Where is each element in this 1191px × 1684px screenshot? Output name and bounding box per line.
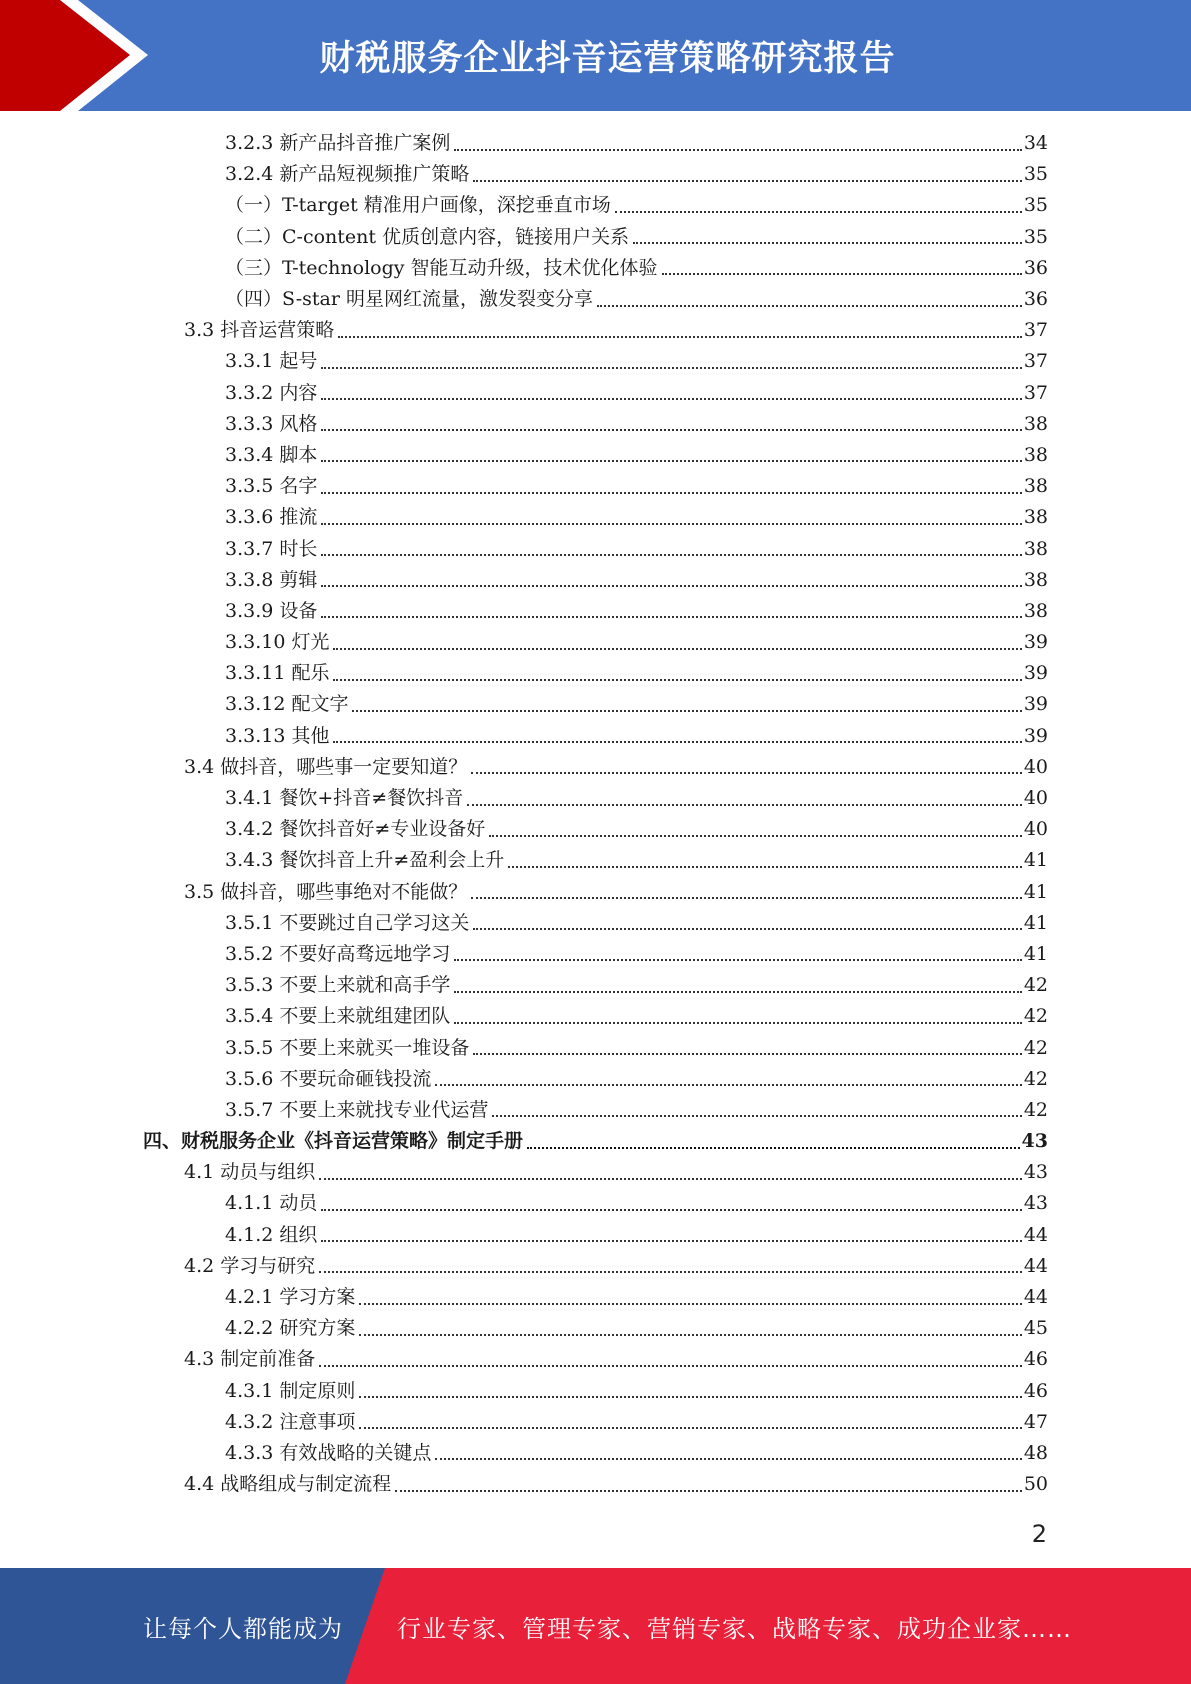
toc-entry-label: 4.2.2 研究方案 bbox=[225, 1317, 356, 1340]
toc-entry-page: 41 bbox=[1023, 942, 1048, 965]
toc-entry[interactable] bbox=[0, 346, 1191, 377]
toc-entry-page: 40 bbox=[1023, 755, 1048, 778]
toc-entry[interactable] bbox=[0, 1032, 1191, 1063]
toc-entry-label: 4.3.2 注意事项 bbox=[225, 1410, 356, 1433]
toc-entry-label: 4.3 制定前准备 bbox=[184, 1348, 316, 1371]
toc-entry-page: 43 bbox=[1023, 1192, 1048, 1215]
toc-leader-dots bbox=[359, 1427, 1021, 1429]
toc-entry-label: 3.4 做抖音，哪些事一定要知道？ bbox=[184, 755, 468, 778]
toc-leader-dots bbox=[454, 991, 1021, 993]
toc-leader-dots bbox=[454, 959, 1021, 961]
toc-leader-dots bbox=[489, 835, 1022, 837]
toc-entry[interactable] bbox=[0, 1064, 1191, 1095]
toc-entry[interactable] bbox=[0, 190, 1191, 221]
toc-entry[interactable] bbox=[0, 1313, 1191, 1344]
toc-leader-dots bbox=[633, 242, 1022, 244]
toc-entry-page: 47 bbox=[1023, 1410, 1048, 1433]
toc-entry-label: 3.5.5 不要上来就买一堆设备 bbox=[225, 1036, 470, 1059]
toc-entry-label: 3.3.3 风格 bbox=[225, 412, 318, 435]
toc-entry[interactable] bbox=[0, 1001, 1191, 1032]
toc-entry[interactable] bbox=[0, 1376, 1191, 1407]
toc-entry-label: 3.3.11 配乐 bbox=[225, 662, 330, 685]
toc-entry[interactable] bbox=[0, 1126, 1191, 1157]
toc-leader-dots bbox=[319, 1271, 1022, 1273]
toc-leader-dots bbox=[471, 897, 1022, 899]
toc-entry[interactable] bbox=[0, 1095, 1191, 1126]
page-number: 2 bbox=[1031, 1520, 1047, 1548]
toc-entry[interactable] bbox=[0, 1407, 1191, 1438]
toc-entry-page: 46 bbox=[1023, 1348, 1048, 1371]
toc-leader-dots bbox=[395, 1490, 1022, 1492]
toc-leader-dots bbox=[321, 492, 1021, 494]
toc-leader-dots bbox=[338, 336, 1022, 338]
toc-entry-page: 48 bbox=[1023, 1441, 1048, 1464]
toc-entry[interactable] bbox=[0, 908, 1191, 939]
toc-entry-page: 38 bbox=[1023, 568, 1048, 591]
toc-leader-dots bbox=[321, 429, 1021, 431]
toc-entry-page: 41 bbox=[1023, 849, 1048, 872]
toc-entry-label: 3.3.9 设备 bbox=[225, 599, 318, 622]
toc-leader-dots bbox=[473, 180, 1021, 182]
toc-leader-dots bbox=[321, 523, 1021, 525]
toc-entry-label: 3.5.1 不要跳过自己学习这关 bbox=[225, 911, 470, 934]
toc-entry-label: 3.5.3 不要上来就和高手学 bbox=[225, 974, 451, 997]
toc-entry-label: 3.3.1 起号 bbox=[225, 350, 318, 373]
toc-leader-dots bbox=[333, 648, 1021, 650]
toc-entry-label: 4.3.1 制定原则 bbox=[225, 1379, 356, 1402]
toc-entry-label: 四、财税服务企业《抖音运营策略》制定手册 bbox=[143, 1130, 524, 1153]
toc-entry-label: 3.3.6 推流 bbox=[225, 506, 318, 529]
toc-entry[interactable] bbox=[0, 939, 1191, 970]
toc-entry[interactable] bbox=[0, 845, 1191, 876]
toc-entry[interactable] bbox=[0, 284, 1191, 315]
toc-leader-dots bbox=[333, 679, 1021, 681]
toc-entry-page: 39 bbox=[1023, 693, 1048, 716]
toc-entry[interactable] bbox=[0, 440, 1191, 471]
toc-entry-label: 3.4.3 餐饮抖音上升≠盈利会上升 bbox=[225, 849, 505, 872]
toc-entry-page: 43 bbox=[1021, 1130, 1048, 1153]
toc-entry[interactable] bbox=[0, 814, 1191, 845]
toc-entry[interactable] bbox=[0, 1251, 1191, 1282]
page-footer bbox=[0, 1568, 1191, 1684]
toc-entry[interactable] bbox=[0, 970, 1191, 1001]
toc-entry-page: 38 bbox=[1023, 537, 1048, 560]
toc-entry-page: 39 bbox=[1023, 662, 1048, 685]
toc-entry[interactable] bbox=[0, 1220, 1191, 1251]
toc-entry-label: 3.3.12 配文字 bbox=[225, 693, 349, 716]
toc-entry-page: 34 bbox=[1023, 132, 1048, 155]
toc-leader-dots bbox=[352, 710, 1021, 712]
toc-entry[interactable] bbox=[0, 783, 1191, 814]
toc-entry[interactable] bbox=[0, 565, 1191, 596]
toc-entry[interactable] bbox=[0, 1282, 1191, 1313]
toc-entry[interactable] bbox=[0, 253, 1191, 284]
toc-entry[interactable] bbox=[0, 159, 1191, 190]
toc-entry-page: 38 bbox=[1023, 443, 1048, 466]
toc-entry[interactable] bbox=[0, 596, 1191, 627]
toc-leader-dots bbox=[333, 741, 1021, 743]
toc-entry[interactable] bbox=[0, 1438, 1191, 1469]
toc-entry[interactable] bbox=[0, 752, 1191, 783]
toc-entry-page: 35 bbox=[1023, 163, 1048, 186]
toc-entry-page: 37 bbox=[1023, 350, 1048, 373]
toc-entry-page: 50 bbox=[1023, 1473, 1048, 1496]
toc-entry-page: 40 bbox=[1023, 787, 1048, 810]
toc-entry-page: 43 bbox=[1023, 1161, 1048, 1184]
toc-entry-page: 36 bbox=[1023, 256, 1048, 279]
toc-entry-label: 3.4.2 餐饮抖音好≠专业设备好 bbox=[225, 818, 486, 841]
toc-entry[interactable] bbox=[0, 222, 1191, 253]
toc-entry[interactable] bbox=[0, 502, 1191, 533]
toc-entry[interactable] bbox=[0, 658, 1191, 689]
toc-entry-label: （三）T-technology 智能互动升级，技术优化体验 bbox=[225, 256, 658, 279]
footer-slogan-left: 让每个人都能成为 bbox=[143, 1614, 343, 1643]
toc-entry[interactable] bbox=[0, 627, 1191, 658]
toc-entry-label: 3.5 做抖音，哪些事绝对不能做？ bbox=[184, 880, 468, 903]
toc-entry-page: 35 bbox=[1023, 225, 1048, 248]
toc-entry-label: 4.1.2 组织 bbox=[225, 1223, 318, 1246]
toc-entry-page: 44 bbox=[1023, 1286, 1048, 1309]
toc-entry-label: 3.3.8 剪辑 bbox=[225, 568, 318, 591]
toc-leader-dots bbox=[321, 1240, 1021, 1242]
toc-leader-dots bbox=[321, 460, 1021, 462]
toc-entry-label: 4.1.1 动员 bbox=[225, 1192, 318, 1215]
toc-entry-page: 38 bbox=[1023, 412, 1048, 435]
toc-entry-label: 3.5.7 不要上来就找专业代运营 bbox=[225, 1098, 489, 1121]
toc-entry[interactable] bbox=[0, 128, 1191, 159]
toc-entry-page: 38 bbox=[1023, 506, 1048, 529]
toc-leader-dots bbox=[435, 1458, 1021, 1460]
toc-leader-dots bbox=[321, 554, 1021, 556]
report-title: 财税服务企业抖音运营策略研究报告 bbox=[319, 38, 896, 79]
toc-entry-page: 46 bbox=[1023, 1379, 1048, 1402]
toc-entry-page: 39 bbox=[1023, 724, 1048, 747]
toc-entry-label: 4.2.1 学习方案 bbox=[225, 1286, 356, 1309]
toc-leader-dots bbox=[319, 1178, 1022, 1180]
toc-leader-dots bbox=[662, 273, 1022, 275]
toc-entry-label: 4.2 学习与研究 bbox=[184, 1254, 316, 1277]
toc-leader-dots bbox=[321, 616, 1021, 618]
toc-entry-page: 40 bbox=[1023, 818, 1048, 841]
toc-leader-dots bbox=[321, 398, 1021, 400]
toc-entry[interactable] bbox=[0, 533, 1191, 564]
toc-entry-page: 41 bbox=[1023, 880, 1048, 903]
page-header bbox=[0, 0, 1191, 111]
footer-slogan-right: 行业专家、管理专家、营销专家、战略专家、成功企业家…… bbox=[397, 1614, 1072, 1643]
toc-entry-page: 38 bbox=[1023, 599, 1048, 622]
toc-entry-label: 3.3.7 时长 bbox=[225, 537, 318, 560]
toc-leader-dots bbox=[359, 1396, 1021, 1398]
toc-leader-dots bbox=[359, 1303, 1021, 1305]
toc-entry[interactable] bbox=[0, 721, 1191, 752]
toc-leader-dots bbox=[454, 149, 1021, 151]
toc-leader-dots bbox=[597, 305, 1022, 307]
toc-entry-page: 41 bbox=[1023, 911, 1048, 934]
toc-entry-label: 3.3.10 灯光 bbox=[225, 631, 330, 654]
toc-entry[interactable] bbox=[0, 1157, 1191, 1188]
toc-entry-label: 4.3.3 有效战略的关键点 bbox=[225, 1441, 432, 1464]
toc-leader-dots bbox=[319, 1365, 1022, 1367]
toc-entry-page: 37 bbox=[1023, 381, 1048, 404]
toc-entry-label: 3.3.4 脚本 bbox=[225, 443, 318, 466]
toc-entry-label: （一）T-target 精准用户画像，深挖垂直市场 bbox=[225, 194, 611, 217]
toc-entry-page: 44 bbox=[1023, 1254, 1048, 1277]
toc-leader-dots bbox=[508, 866, 1022, 868]
toc-entry-label: （四）S-star 明星网红流量，激发裂变分享 bbox=[225, 288, 593, 311]
toc-entry-page: 36 bbox=[1023, 288, 1048, 311]
toc-entry[interactable] bbox=[0, 315, 1191, 346]
toc-entry-label: 3.5.6 不要玩命砸钱投流 bbox=[225, 1067, 432, 1090]
toc-entry[interactable] bbox=[0, 1344, 1191, 1375]
toc-entry-page: 37 bbox=[1023, 319, 1048, 342]
toc-entry-label: 3.5.2 不要好高骛远地学习 bbox=[225, 942, 451, 965]
toc-entry-label: 3.2.4 新产品短视频推广策略 bbox=[225, 163, 470, 186]
toc-leader-dots bbox=[473, 928, 1021, 930]
toc-entry[interactable] bbox=[0, 1188, 1191, 1219]
toc-leader-dots bbox=[321, 1209, 1021, 1211]
toc-entry-label: 3.2.3 新产品抖音推广案例 bbox=[225, 132, 451, 155]
toc-entry[interactable] bbox=[0, 689, 1191, 720]
toc-leader-dots bbox=[435, 1084, 1021, 1086]
toc-entry-page: 39 bbox=[1023, 631, 1048, 654]
toc-leader-dots bbox=[359, 1334, 1021, 1336]
toc-entry[interactable] bbox=[0, 1469, 1191, 1500]
toc-leader-dots bbox=[615, 211, 1022, 213]
toc-entry-label: 4.1 动员与组织 bbox=[184, 1161, 316, 1184]
toc-entry-page: 44 bbox=[1023, 1223, 1048, 1246]
toc-entry-label: 4.4 战略组成与制定流程 bbox=[184, 1473, 392, 1496]
toc-leader-dots bbox=[454, 1022, 1021, 1024]
toc-entry-label: 3.3.2 内容 bbox=[225, 381, 318, 404]
toc-entry-label: （二）C-content 优质创意内容，链接用户关系 bbox=[225, 225, 630, 248]
toc-entry-page: 42 bbox=[1023, 1098, 1048, 1121]
toc-entry-page: 45 bbox=[1023, 1317, 1048, 1340]
toc-entry[interactable] bbox=[0, 409, 1191, 440]
toc-entry[interactable] bbox=[0, 877, 1191, 908]
toc-leader-dots bbox=[321, 585, 1021, 587]
toc-leader-dots bbox=[527, 1147, 1020, 1149]
toc-entry-page: 42 bbox=[1023, 1005, 1048, 1028]
toc-entry-page: 42 bbox=[1023, 974, 1048, 997]
toc-entry-page: 42 bbox=[1023, 1036, 1048, 1059]
toc-entry-label: 3.3.5 名字 bbox=[225, 475, 318, 498]
table-of-contents bbox=[0, 128, 1191, 1500]
toc-leader-dots bbox=[321, 367, 1021, 369]
toc-entry-label: 3.4.1 餐饮+抖音≠餐饮抖音 bbox=[225, 787, 464, 810]
toc-leader-dots bbox=[492, 1115, 1021, 1117]
toc-entry[interactable] bbox=[0, 378, 1191, 409]
toc-entry-label: 3.3 抖音运营策略 bbox=[184, 319, 335, 342]
toc-entry-page: 35 bbox=[1023, 194, 1048, 217]
toc-leader-dots bbox=[473, 1053, 1021, 1055]
toc-entry-page: 42 bbox=[1023, 1067, 1048, 1090]
toc-leader-dots bbox=[467, 804, 1022, 806]
toc-entry-label: 3.3.13 其他 bbox=[225, 724, 330, 747]
toc-entry[interactable] bbox=[0, 471, 1191, 502]
toc-entry-page: 38 bbox=[1023, 475, 1048, 498]
toc-leader-dots bbox=[471, 772, 1022, 774]
toc-entry-label: 3.5.4 不要上来就组建团队 bbox=[225, 1005, 451, 1028]
